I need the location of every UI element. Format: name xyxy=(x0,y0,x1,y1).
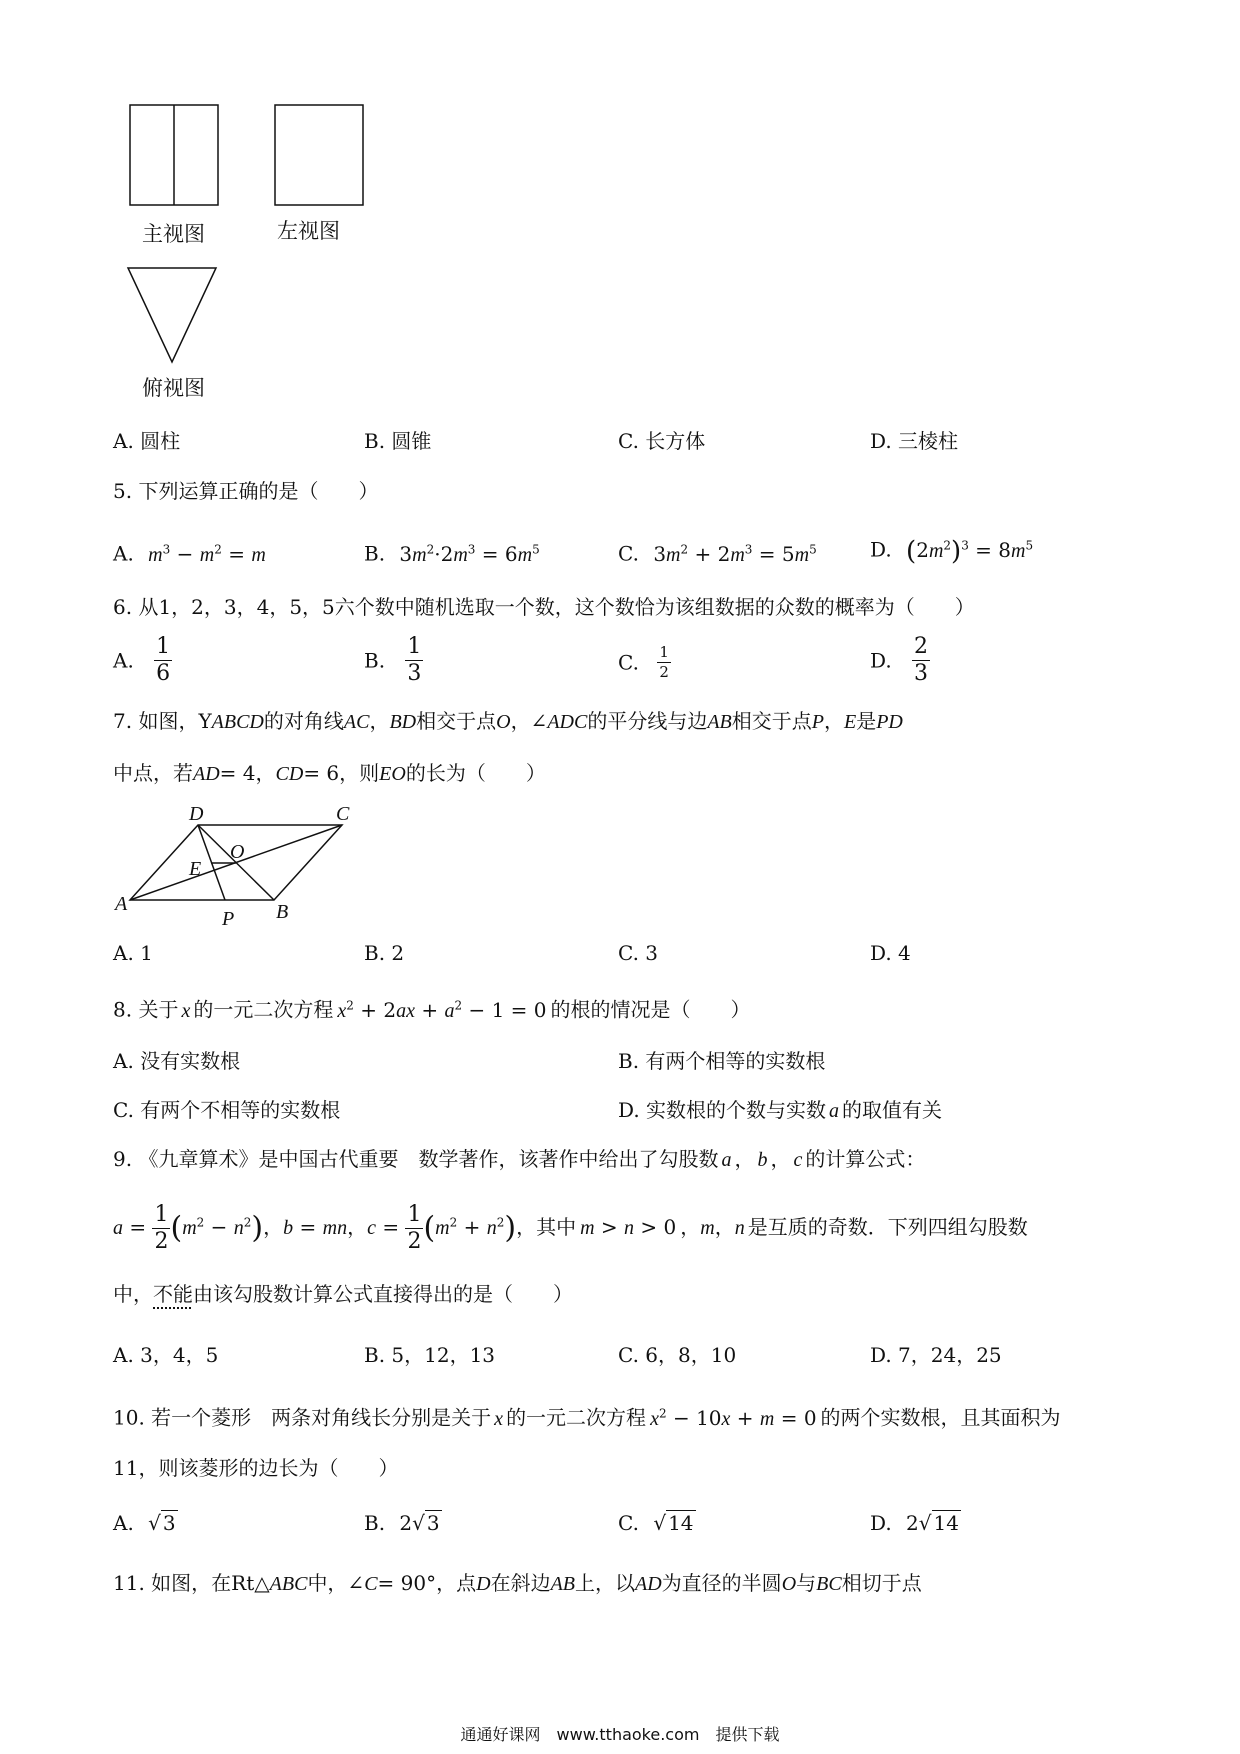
q7-option-a: A. 1 xyxy=(113,941,153,965)
q8-text: 的取值有关 xyxy=(842,1098,943,1122)
q7-var: P xyxy=(811,711,824,733)
q6-c-numerator: 1 xyxy=(659,643,669,661)
q11-text: = 90°，点 xyxy=(377,1571,477,1595)
q10-c-formula: √ 14 xyxy=(653,1511,694,1535)
q5-b-formula: $3m^2\cdot 2m^3 = 6m^5$ xyxy=(399,541,540,566)
q6-d-numerator: 2 xyxy=(914,634,929,659)
q6-b-fraction xyxy=(405,636,423,685)
q6-d-denominator: 3 xyxy=(914,661,929,686)
q9-text: ， xyxy=(714,1215,735,1239)
q7-text: 的平分线与边 xyxy=(587,709,708,733)
q7-var: AC xyxy=(343,711,370,733)
q4-option-b: B. 圆锥 xyxy=(364,429,432,453)
point-p-label: P xyxy=(222,908,235,930)
q6-option-a xyxy=(113,636,172,685)
q9-text: 中， xyxy=(113,1282,153,1306)
q9-var-m: m xyxy=(700,1217,715,1239)
q6-b-label: B. xyxy=(364,648,386,673)
q7-text: 的对角线 xyxy=(263,709,344,733)
point-a-label: A xyxy=(115,893,128,915)
q10-var: x xyxy=(494,1407,504,1430)
q7-text: 是 xyxy=(856,709,877,733)
q10-option-a xyxy=(113,1510,178,1536)
q6-stem: 6. 从1，2，3，4，5，5六个数中随机选取一个数，这个数恰为该组数据的众数的概率为（ ） xyxy=(113,595,975,619)
q9-text: 的计算公式： xyxy=(805,1147,926,1171)
q11-var: ABC xyxy=(269,1573,308,1595)
q10-a-label: A. xyxy=(113,1511,134,1535)
q9-text: 由该勾股数计算公式直接得出的是（ ） xyxy=(193,1282,573,1306)
q11-var: AB xyxy=(550,1573,576,1595)
q5-option-b xyxy=(364,536,540,568)
q11-var: O xyxy=(781,1573,797,1595)
q10-b-formula: 2√ 3 xyxy=(399,1511,440,1535)
top-view-label: 俯视图 xyxy=(142,376,205,400)
q6-a-denominator: 6 xyxy=(156,661,171,686)
q11-var: C xyxy=(364,1573,378,1595)
left-view-label: 左视图 xyxy=(277,219,340,243)
q7-var: CD xyxy=(275,763,304,785)
q9-option-a: A. 3，4，5 xyxy=(113,1343,219,1367)
q7-var: O xyxy=(496,711,511,733)
q8-var: a xyxy=(829,1100,840,1122)
q11-text: 相切于点 xyxy=(841,1571,922,1595)
q5-option-a xyxy=(113,536,266,568)
q7-text: ， xyxy=(369,709,390,733)
q6-c-fraction xyxy=(657,645,671,680)
q7-var: AB xyxy=(707,711,732,733)
q7-text: 相交于点 xyxy=(416,709,497,733)
q7-option-b: B. 2 xyxy=(364,941,405,965)
q10-c-label: C. xyxy=(618,1511,639,1535)
q7-text: ， xyxy=(823,709,844,733)
q6-a-numerator: 1 xyxy=(156,634,171,659)
q11-text: 上，以 xyxy=(575,1571,636,1595)
q11-text: 与 xyxy=(796,1571,817,1595)
q6-d-label: D. xyxy=(870,648,892,673)
q9-option-b: B. 5，12，13 xyxy=(364,1343,496,1367)
q5-stem: 5. 下列运算正确的是（ ） xyxy=(113,479,379,503)
q8-text: 8. 关于 xyxy=(113,997,179,1022)
q5-a-label: A. xyxy=(113,541,134,566)
q11-var: D xyxy=(476,1573,491,1595)
q9-text: ， xyxy=(770,1147,791,1171)
q9-condition: m > n > 0 xyxy=(580,1215,677,1239)
q11-text: Rt△ xyxy=(231,1571,270,1595)
q6-c-label: C. xyxy=(618,650,639,675)
q11-text: 为直径的半圆 xyxy=(661,1571,782,1595)
q8-equation: $x^2 + 2ax + a^2 - 1 = 0$ xyxy=(337,997,547,1022)
q11-var: BC xyxy=(816,1573,842,1595)
point-o-label: O xyxy=(230,841,245,863)
q7-option-c: C. 3 xyxy=(618,941,659,965)
left-view-rect xyxy=(275,105,363,205)
q8-option-d xyxy=(618,1097,942,1124)
q10-option-d xyxy=(870,1510,961,1536)
q11-text: 11. 如图，在 xyxy=(113,1571,232,1595)
q10-d-label: D. xyxy=(870,1511,892,1535)
q9-var-n: n xyxy=(734,1217,745,1239)
q8-stem xyxy=(113,992,751,1024)
q6-c-denominator: 2 xyxy=(659,663,669,681)
q10-text: 的一元二次方程 xyxy=(506,1405,647,1430)
q9-emphasis-text: 不能 xyxy=(153,1282,193,1306)
q5-a-formula: $m^3 - m^2 = m$ xyxy=(148,541,266,566)
q7-text: = 4， xyxy=(219,761,276,785)
q8-text: 的根的情况是（ ） xyxy=(550,997,751,1022)
q9-text: ， xyxy=(734,1147,755,1171)
point-b-label: B xyxy=(276,901,289,923)
q9-stem-line2: a = $\frac{1}{2}$ $(m^2 - n^2)$，b = mn，c = $\frac{1}{2}$ $(m^2 + n^2)$，其中 m > n > 0 ，m，n 是互质的奇数．下列四组勾股数 xyxy=(113,1202,1028,1254)
q8-option-b: B. 有两个相等的实数根 xyxy=(618,1049,826,1073)
q9-var: b xyxy=(757,1149,768,1171)
q7-text: ，∠ xyxy=(510,709,548,733)
q7-var: AD xyxy=(193,763,220,785)
q9-stem-line1 xyxy=(113,1146,925,1173)
q7-parallelogram-symbol: Y xyxy=(198,709,212,733)
point-c-label: C xyxy=(336,803,350,825)
q6-option-c xyxy=(618,645,671,680)
top-view-figure xyxy=(125,262,225,372)
q10-stem-line2: 11，则该菱形的边长为（ ） xyxy=(113,1456,399,1480)
q9-text: 是互质的奇数．下列四组勾股数 xyxy=(747,1215,1028,1239)
point-d-label: D xyxy=(189,803,204,825)
q5-d-formula: $(2m^2)^3 = 8m^5$ xyxy=(906,536,1034,567)
q4-option-a: A. 圆柱 xyxy=(113,429,181,453)
q7-var: EO xyxy=(379,763,406,785)
q7-stem-line1 xyxy=(113,708,903,735)
q7-stem-line2 xyxy=(113,760,546,787)
q7-var: ADC xyxy=(547,711,588,733)
q8-text: D. 实数根的个数与实数 xyxy=(618,1098,827,1122)
q4-option-d: D. 三棱柱 xyxy=(870,429,959,453)
q8-var: x xyxy=(181,999,191,1022)
q7-text: 7. 如图， xyxy=(113,709,199,733)
q5-b-label: B. xyxy=(364,541,386,566)
q10-option-b xyxy=(364,1510,442,1536)
q9-formula-a: a = $\frac{1}{2}$ $(m^2 - n^2)$ xyxy=(113,1202,264,1254)
q7-parallelogram-figure xyxy=(110,800,370,930)
q7-text: = 6，则 xyxy=(303,761,380,785)
q7-var: BD xyxy=(389,711,417,733)
q10-option-c xyxy=(618,1510,696,1536)
q7-text: 中点，若 xyxy=(113,761,193,785)
q9-stem-line3 xyxy=(113,1281,573,1307)
q7-var: ABCD xyxy=(211,711,264,733)
q9-var: a xyxy=(721,1149,732,1171)
q7-option-d: D. 4 xyxy=(870,941,911,965)
q10-text: 的两个实数根，且其面积为 xyxy=(820,1405,1061,1430)
q6-a-fraction xyxy=(154,636,172,685)
q6-option-b xyxy=(364,636,423,685)
q7-var: PD xyxy=(876,711,903,733)
q5-c-label: C. xyxy=(618,541,639,566)
q5-d-label: D. xyxy=(870,537,892,562)
q11-text: 在斜边 xyxy=(490,1571,551,1595)
q6-option-d xyxy=(870,636,930,685)
q11-stem xyxy=(113,1570,922,1597)
q6-d-fraction xyxy=(912,636,930,685)
q10-d-formula: 2√ 14 xyxy=(906,1511,959,1535)
q9-var: c xyxy=(793,1149,803,1171)
q10-stem-line1 xyxy=(113,1400,1061,1432)
point-e-label: E xyxy=(189,858,202,880)
q9-option-c: C. 6，8，10 xyxy=(618,1343,737,1367)
q10-a-formula: √ 3 xyxy=(148,1511,176,1535)
top-view-triangle xyxy=(128,268,216,362)
q11-var: AD xyxy=(635,1573,662,1595)
q8-text: 的一元二次方程 xyxy=(193,997,334,1022)
q10-b-label: B. xyxy=(364,1511,386,1535)
q10-equation: $x^2 - 10x + m = 0$ xyxy=(650,1405,817,1430)
q6-b-denominator: 3 xyxy=(407,661,422,686)
q7-var: E xyxy=(843,711,857,733)
front-view-label: 主视图 xyxy=(142,222,205,246)
q4-option-c: C. 长方体 xyxy=(618,429,706,453)
q6-a-label: A. xyxy=(113,648,134,673)
q5-option-d xyxy=(870,532,1034,567)
three-view-figure xyxy=(120,95,370,285)
q9-option-d: D. 7，24，25 xyxy=(870,1343,1002,1367)
q6-b-numerator: 1 xyxy=(407,634,422,659)
q9-formula-c: c = $\frac{1}{2}$ $(m^2 + n^2)$ xyxy=(367,1202,517,1254)
q8-option-a: A. 没有实数根 xyxy=(113,1049,241,1073)
page-footer: 通通好课网 www.tthaoke.com 提供下载 xyxy=(460,1725,780,1744)
q9-text: 9. 《九章算术》是中国古代重要 数学著作，该著作中给出了勾股数 xyxy=(113,1147,719,1171)
q5-option-c xyxy=(618,536,817,568)
q7-text: 的长为（ ） xyxy=(405,761,546,785)
q11-text: 中，∠ xyxy=(307,1571,365,1595)
q9-formula-b: b = mn xyxy=(283,1215,348,1239)
q10-text: 10. 若一个菱形 两条对角线长分别是关于 xyxy=(113,1405,492,1430)
q7-text: 相交于点 xyxy=(731,709,812,733)
q9-text: ，其中 xyxy=(516,1215,577,1239)
q5-c-formula: $3m^2 + 2m^3 = 5m^5$ xyxy=(653,541,817,566)
q8-option-c: C. 有两个不相等的实数根 xyxy=(113,1098,341,1122)
